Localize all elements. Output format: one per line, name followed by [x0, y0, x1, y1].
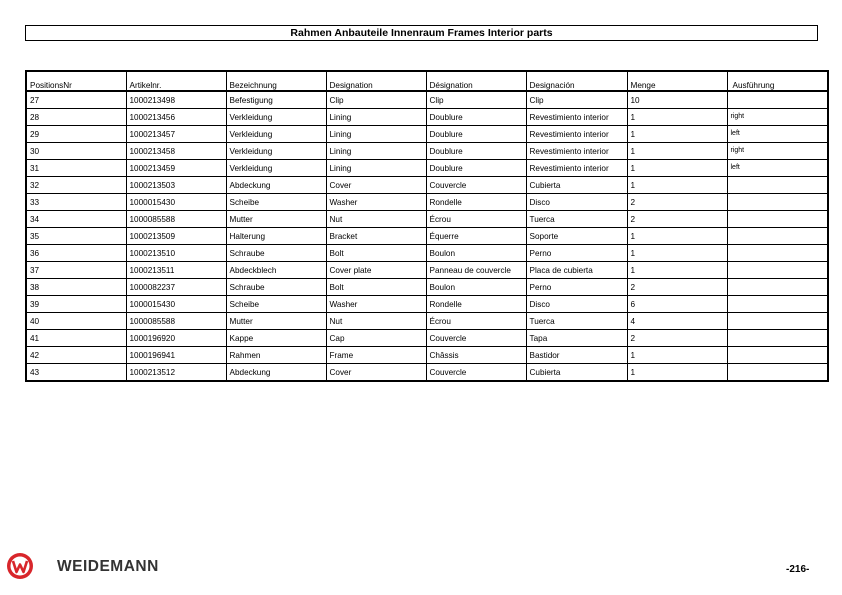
table-cell: 41 [26, 330, 126, 347]
table-cell: 1 [627, 126, 727, 143]
table-cell: right [727, 109, 828, 126]
table-cell: 1 [627, 143, 727, 160]
table-cell: Schraube [226, 245, 326, 262]
table-cell: Équerre [426, 228, 526, 245]
table-cell: 1 [627, 228, 727, 245]
table-cell: 1 [627, 262, 727, 279]
table-cell [727, 262, 828, 279]
table-cell: Perno [526, 245, 627, 262]
table-cell: Lining [326, 160, 426, 177]
table-cell: 1 [627, 364, 727, 382]
table-cell: Couvercle [426, 330, 526, 347]
table-cell: Nut [326, 211, 426, 228]
table-cell [727, 91, 828, 109]
header-row [26, 71, 828, 91]
table-cell: 1000196920 [126, 330, 226, 347]
table-row [26, 160, 828, 177]
table-cell: 1 [627, 245, 727, 262]
table-cell: Mutter [226, 313, 326, 330]
table-cell: 38 [26, 279, 126, 296]
table-cell: 1000213511 [126, 262, 226, 279]
table-cell: 1000015430 [126, 296, 226, 313]
table-cell: Disco [526, 296, 627, 313]
table-row [26, 228, 828, 245]
table-cell: 1 [627, 109, 727, 126]
column-header: PositionsNr [26, 71, 126, 91]
column-header: Artikelnr. [126, 71, 226, 91]
table-cell: 1000213456 [126, 109, 226, 126]
table-row [26, 194, 828, 211]
table-cell: 1000213459 [126, 160, 226, 177]
table-cell: Verkleidung [226, 109, 326, 126]
table-row [26, 313, 828, 330]
parts-table [25, 70, 829, 382]
table-cell: 2 [627, 279, 727, 296]
table-cell: 1 [627, 347, 727, 364]
weidemann-logo-icon [6, 552, 34, 580]
table-cell: 1000085588 [126, 211, 226, 228]
table-cell: 28 [26, 109, 126, 126]
table-cell: Kappe [226, 330, 326, 347]
table-cell: Schraube [226, 279, 326, 296]
table-cell: 34 [26, 211, 126, 228]
table-cell: Boulon [426, 279, 526, 296]
table-cell: Rondelle [426, 296, 526, 313]
column-header: Bezeichnung [226, 71, 326, 91]
table-cell: Bracket [326, 228, 426, 245]
brand-name: WEIDEMANN [57, 558, 159, 575]
table-row [26, 262, 828, 279]
table-row [26, 245, 828, 262]
table-cell: 37 [26, 262, 126, 279]
table-cell: Châssis [426, 347, 526, 364]
table-cell [727, 211, 828, 228]
table-row [26, 364, 828, 382]
table-cell: 1000213498 [126, 91, 226, 109]
table-cell: Couvercle [426, 364, 526, 382]
column-header: Désignation [426, 71, 526, 91]
table-cell [727, 364, 828, 382]
table-cell: Abdeckung [226, 364, 326, 382]
table-cell [727, 313, 828, 330]
table-cell: Cover plate [326, 262, 426, 279]
table-cell: Bolt [326, 279, 426, 296]
table-cell: Verkleidung [226, 126, 326, 143]
table-cell: 29 [26, 126, 126, 143]
table-row [26, 126, 828, 143]
table-cell: Bolt [326, 245, 426, 262]
table-cell: Revestimiento interior [526, 143, 627, 160]
table-cell: Rondelle [426, 194, 526, 211]
table-cell: Couvercle [426, 177, 526, 194]
table-row [26, 211, 828, 228]
table-body [26, 91, 828, 381]
table-cell: Disco [526, 194, 627, 211]
table-cell: Lining [326, 143, 426, 160]
table-row [26, 347, 828, 364]
table-cell: 1000213503 [126, 177, 226, 194]
table-cell: Doublure [426, 160, 526, 177]
table-cell: right [727, 143, 828, 160]
table-cell: Doublure [426, 143, 526, 160]
table-cell: Halterung [226, 228, 326, 245]
table-cell: Verkleidung [226, 143, 326, 160]
table-cell: 36 [26, 245, 126, 262]
table-cell: Verkleidung [226, 160, 326, 177]
table-row [26, 177, 828, 194]
table-cell: Befestigung [226, 91, 326, 109]
table-cell: 40 [26, 313, 126, 330]
table-cell: Abdeckung [226, 177, 326, 194]
table-cell: 39 [26, 296, 126, 313]
table-cell: 1 [627, 177, 727, 194]
table-cell: left [727, 126, 828, 143]
table-cell: 1000213458 [126, 143, 226, 160]
column-header: Designation [326, 71, 426, 91]
table-cell: 1 [627, 160, 727, 177]
table-cell: Boulon [426, 245, 526, 262]
table-cell: Placa de cubierta [526, 262, 627, 279]
table-cell: 10 [627, 91, 727, 109]
table-cell: 43 [26, 364, 126, 382]
table-cell: Cap [326, 330, 426, 347]
table-cell: Mutter [226, 211, 326, 228]
table-cell: Doublure [426, 109, 526, 126]
table-cell: Washer [326, 296, 426, 313]
table-cell: 1000213512 [126, 364, 226, 382]
table-cell: 1000196941 [126, 347, 226, 364]
table-cell: 2 [627, 211, 727, 228]
table-cell: Lining [326, 126, 426, 143]
table-cell [727, 194, 828, 211]
table-row [26, 143, 828, 160]
table-cell: Clip [426, 91, 526, 109]
table-cell: 31 [26, 160, 126, 177]
table-cell: Cubierta [526, 177, 627, 194]
table-cell: Perno [526, 279, 627, 296]
table-cell: 30 [26, 143, 126, 160]
table-cell: 33 [26, 194, 126, 211]
table-cell: 1000015430 [126, 194, 226, 211]
table-cell: Nut [326, 313, 426, 330]
table-cell: 6 [627, 296, 727, 313]
table-cell: Doublure [426, 126, 526, 143]
table-cell: Cubierta [526, 364, 627, 382]
table-cell: left [727, 160, 828, 177]
column-header: Menge [627, 71, 727, 91]
table-cell: Rahmen [226, 347, 326, 364]
table-cell: 1000082237 [126, 279, 226, 296]
table-row [26, 91, 828, 109]
table-cell: 4 [627, 313, 727, 330]
table-cell: Washer [326, 194, 426, 211]
column-header: Ausführung [727, 71, 828, 91]
table-cell: 2 [627, 330, 727, 347]
table-cell: Écrou [426, 211, 526, 228]
table-cell: Cover [326, 364, 426, 382]
column-header: Designación [526, 71, 627, 91]
table-row [26, 330, 828, 347]
table-header [26, 71, 828, 91]
table-cell: 35 [26, 228, 126, 245]
table-cell [727, 177, 828, 194]
table-row [26, 279, 828, 296]
table-cell: 27 [26, 91, 126, 109]
table-cell [727, 330, 828, 347]
table-cell: Revestimiento interior [526, 109, 627, 126]
table-cell: Écrou [426, 313, 526, 330]
table-cell: Revestimiento interior [526, 160, 627, 177]
table-cell: 32 [26, 177, 126, 194]
table-cell: Bastidor [526, 347, 627, 364]
table-cell: Soporte [526, 228, 627, 245]
table-cell: Lining [326, 109, 426, 126]
table-cell: Panneau de couvercle [426, 262, 526, 279]
table-cell [727, 347, 828, 364]
table-cell: Revestimiento interior [526, 126, 627, 143]
table-cell: Scheibe [226, 296, 326, 313]
table-cell: 1000213509 [126, 228, 226, 245]
page-number: -216- [786, 564, 810, 575]
table-cell: 1000213457 [126, 126, 226, 143]
page-title: Rahmen Anbauteile Innenraum Frames Interior parts [25, 25, 818, 41]
table-cell [727, 245, 828, 262]
table-cell: Tapa [526, 330, 627, 347]
table-cell [727, 228, 828, 245]
table-cell: Tuerca [526, 313, 627, 330]
table-cell: Frame [326, 347, 426, 364]
table-cell [727, 296, 828, 313]
table-cell: 2 [627, 194, 727, 211]
table-cell [727, 279, 828, 296]
table-row [26, 109, 828, 126]
table-cell: 1000213510 [126, 245, 226, 262]
table-cell: 1000085588 [126, 313, 226, 330]
table-cell: Clip [326, 91, 426, 109]
table-cell: Scheibe [226, 194, 326, 211]
table-cell: Abdeckblech [226, 262, 326, 279]
table-cell: Cover [326, 177, 426, 194]
table-cell: Clip [526, 91, 627, 109]
table-cell: Tuerca [526, 211, 627, 228]
table-cell: 42 [26, 347, 126, 364]
table-row [26, 296, 828, 313]
